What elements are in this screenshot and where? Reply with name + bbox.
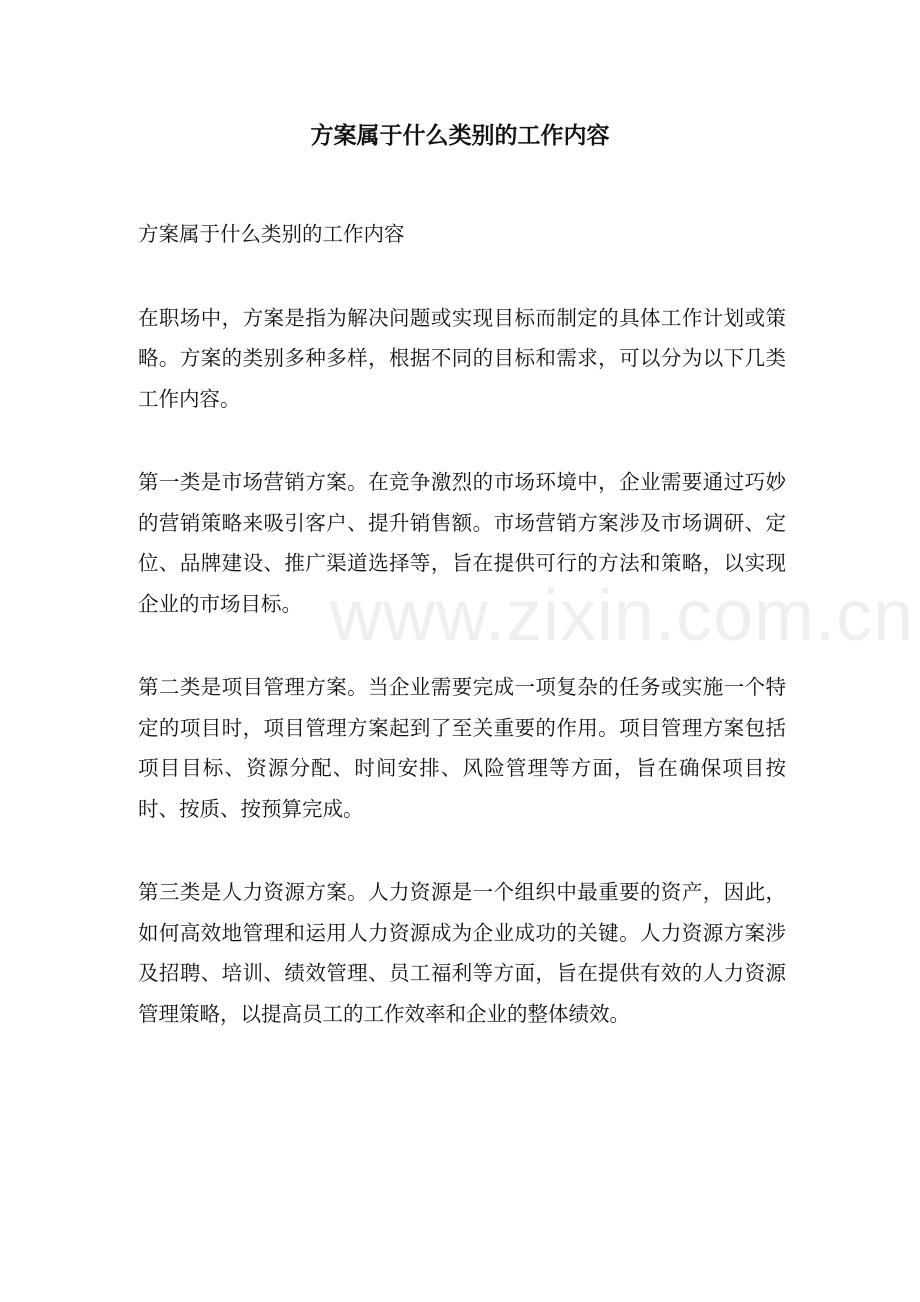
document-body	[138, 214, 786, 1034]
paragraph-project-management: 第二类是项目管理方案。当企业需要完成一项复杂的任务或实施一个特定的项目时，项目管理方案起到了至关重要的作用。项目管理方案包括项目目标、资源分配、时间安排、风险管理等方面，旨在确保项目按时、按质、按预算完成。	[138, 675, 786, 821]
watermark: www.zixin.com.cn	[330, 576, 915, 656]
document-title: 方案属于什么类别的工作内容	[310, 122, 610, 149]
paragraph-human-resources: 第三类是人力资源方案。人力资源是一个组织中最重要的资产，因此，如何高效地管理和运用人力资源成为企业成功的关键。人力资源方案涉及招聘、培训、绩效管理、员工福利等方面，旨在提供有效的人力资源管理策略，以提高员工的工作效率和企业的整体绩效。	[138, 880, 786, 1026]
paragraph-intro: 在职场中，方案是指为解决问题或实现目标而制定的具体工作计划或策略。方案的类别多种多样，根据不同的目标和需求，可以分为以下几类工作内容。	[138, 305, 786, 411]
paragraph-marketing: 第一类是市场营销方案。在竞争激烈的市场环境中，企业需要通过巧妙的营销策略来吸引客户、提升销售额。市场营销方案涉及市场调研、定位、品牌建设、推广渠道选择等，旨在提供可行的方法和策略，以实现企业的市场目标。	[138, 470, 786, 616]
paragraph-subtitle: 方案属于什么类别的工作内容	[138, 222, 405, 246]
